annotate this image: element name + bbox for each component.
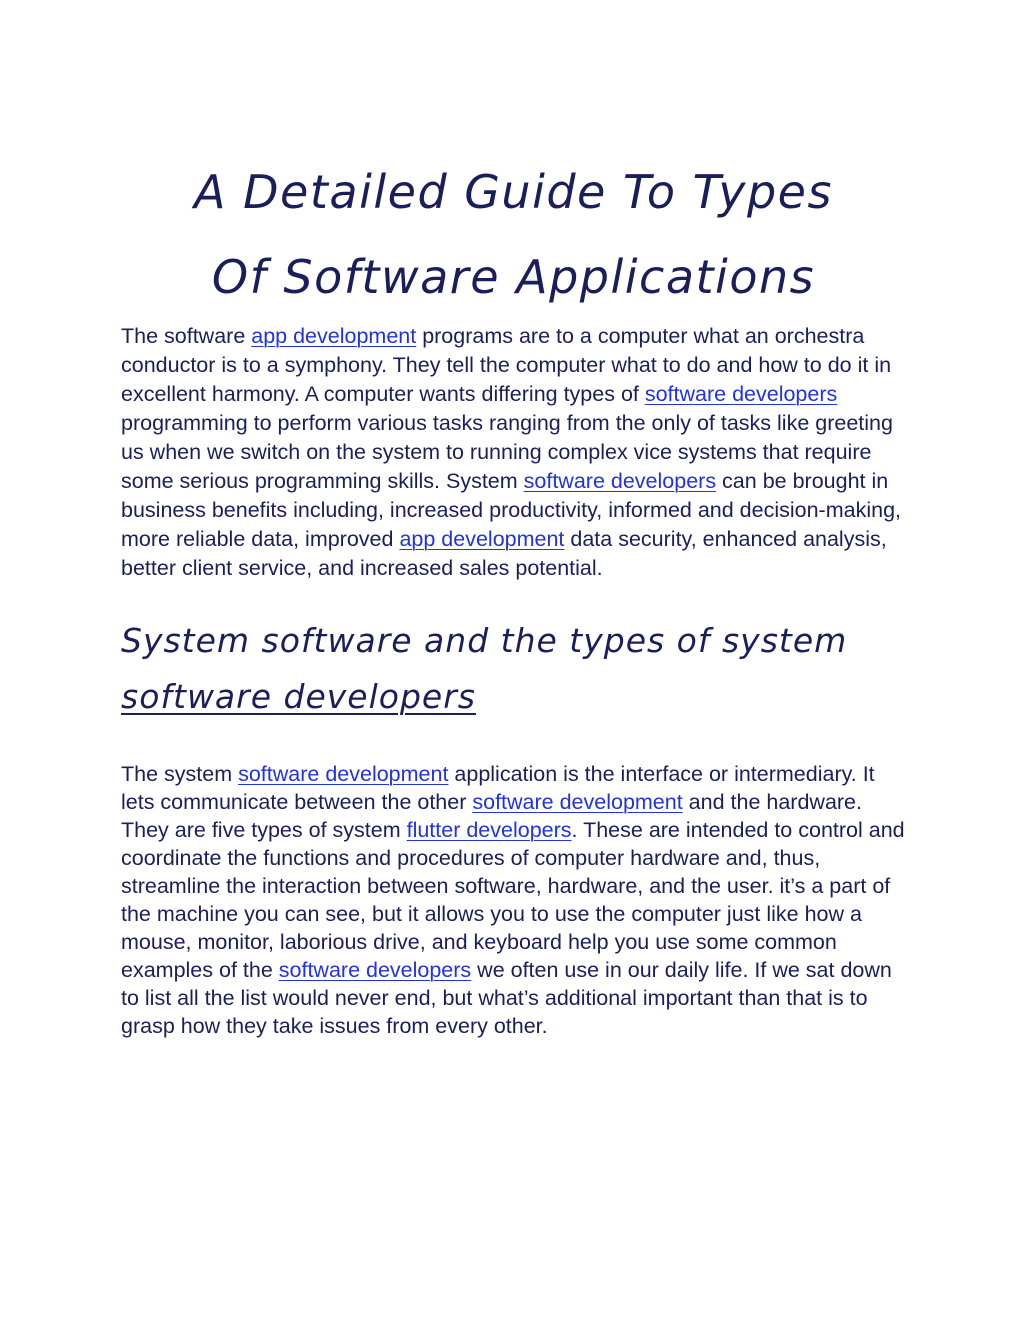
software-developers-link-3[interactable]: software developers: [278, 958, 472, 982]
app-development-link-2[interactable]: app development: [399, 527, 565, 551]
body-text-5: we often use in our daily life. If we sat down to list all the list would never end, but what’s additional important than that is to grasp how they take issues from every other.: [121, 958, 892, 1038]
body-paragraph: [121, 760, 906, 1040]
software-developers-link-2[interactable]: software developers: [523, 469, 717, 493]
title-line-2: Of Software Applications: [211, 250, 816, 304]
section-heading: [121, 613, 906, 725]
section-heading-link[interactable]: software developers: [121, 677, 476, 716]
body-text-4: . These are intended to control and coordinate the functions and procedures of computer hardware and, thus, streamline the interaction between software, hardware, and the user. it’s a part of the machine you can see, but it allows you to use the computer just like how a mouse, monitor, laborious drive, and keyboard help you use some common examples of the: [121, 818, 905, 982]
software-developers-link[interactable]: software developers: [644, 382, 838, 406]
body-text-1: The system: [121, 762, 239, 786]
body-text-2: application is the interface or intermediary. It lets communicate between the other: [121, 762, 875, 814]
document-title: [91, 150, 936, 320]
intro-text-2: programs are to a computer what an orchestra conductor is to a symphony. They tell the computer what to do and how to do it in excellent harmony. A computer wants differing types of: [121, 324, 892, 406]
intro-paragraph: [121, 322, 906, 583]
intro-text-5: data security, enhanced analysis, better client service, and increased sales potential.: [121, 527, 887, 580]
document-page: [121, 150, 906, 1040]
app-development-link[interactable]: app development: [251, 324, 417, 348]
intro-text-1: The software: [121, 324, 252, 348]
intro-text-3: programming to perform various tasks ranging from the only of tasks like greeting us when we switch on the system to running complex vice systems that require some serious programming skills. System: [121, 411, 893, 493]
intro-text-4: can be brought in business benefits including, increased productivity, informed and decision-making, more reliable data, improved: [121, 469, 901, 551]
software-development-link-2[interactable]: software development: [472, 790, 683, 814]
section-heading-text: System software and the types of system: [121, 621, 848, 660]
body-text-3: and the hardware. They are five types of system: [121, 790, 862, 842]
software-development-link[interactable]: software development: [238, 762, 449, 786]
flutter-developers-link[interactable]: flutter developers: [406, 818, 572, 842]
title-line-1: A Detailed Guide To Types: [194, 165, 833, 219]
